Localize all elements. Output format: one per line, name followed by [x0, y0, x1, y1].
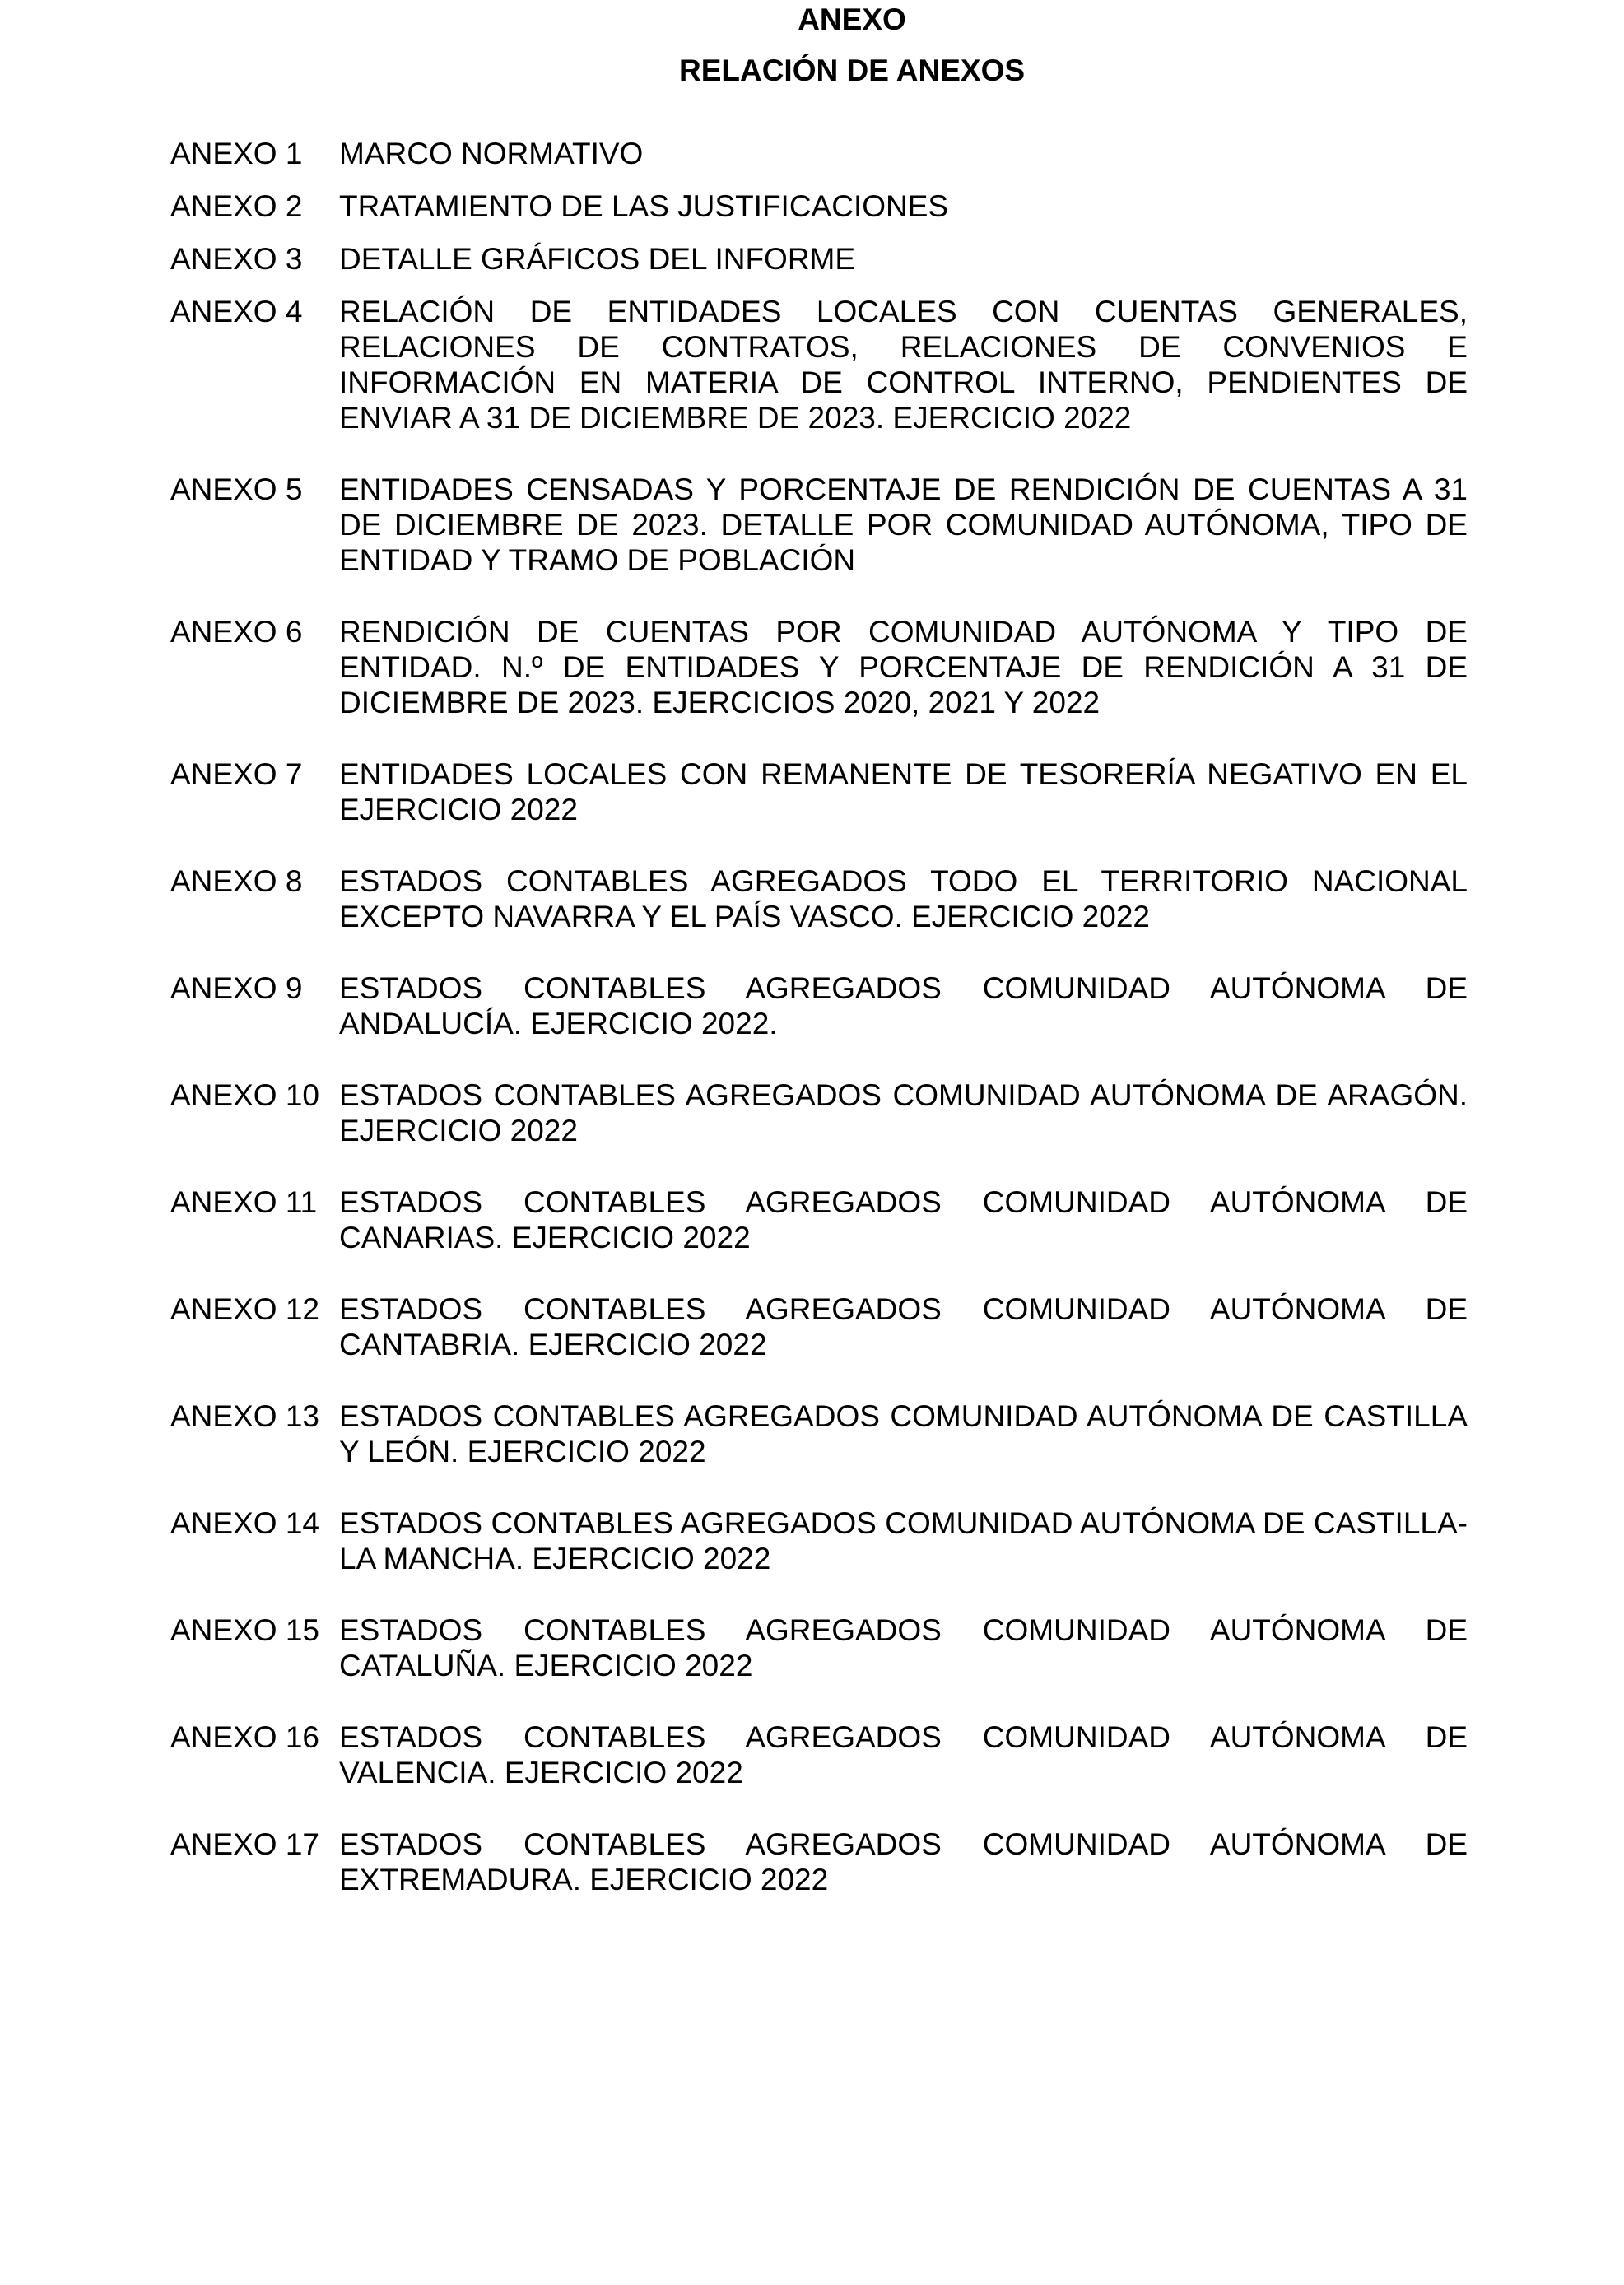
annex-item: [170, 1291, 1471, 1362]
annex-number: ANEXO 10: [170, 1078, 319, 1112]
annex-title: ESTADOS CONTABLES AGREGADOS COMUNIDAD AUTÓNOMA DE CASTILLA Y LEÓN. EJERCICIO 2022: [339, 1399, 1468, 1468]
annex-item: [170, 1077, 1471, 1148]
annex-number: ANEXO 3: [170, 242, 303, 276]
annex-title: RENDICIÓN DE CUENTAS POR COMUNIDAD AUTÓNOMA Y TIPO DE ENTIDAD. N.º DE ENTIDADES Y PORCENTAJE DE RENDICIÓN A 31 DE DICIEMBRE DE 2023. EJERCICIOS 2020, 2021 Y 2022: [339, 615, 1468, 719]
annex-item: [170, 863, 1471, 934]
annex-number: ANEXO 8: [170, 864, 303, 898]
annex-number: ANEXO 5: [170, 472, 303, 506]
page-subtitle: RELACIÓN DE ANEXOS: [678, 54, 1026, 87]
annex-number: ANEXO 9: [170, 971, 303, 1005]
annex-title: MARCO NORMATIVO: [339, 137, 644, 170]
annex-title: ESTADOS CONTABLES AGREGADOS COMUNIDAD AUTÓNOMA DE CATALUÑA. EJERCICIO 2022: [339, 1613, 1468, 1682]
annex-item: [170, 614, 1471, 720]
annex-number: ANEXO 11: [170, 1185, 318, 1219]
annex-number: ANEXO 16: [170, 1720, 319, 1754]
annex-item: [170, 136, 1471, 171]
annex-title: ENTIDADES CENSADAS Y PORCENTAJE DE RENDICIÓN DE CUENTAS A 31 DE DICIEMBRE DE 2023. DETALLE POR COMUNIDAD AUTÓNOMA, TIPO DE ENTIDAD Y TRAMO DE POBLACIÓN: [339, 472, 1468, 577]
annex-number: ANEXO 15: [170, 1613, 319, 1647]
annex-number: ANEXO 14: [170, 1506, 319, 1540]
annex-list: [170, 136, 1471, 1934]
annex-item: [170, 1398, 1471, 1469]
annex-item: [170, 756, 1471, 827]
annex-item: [170, 472, 1471, 578]
annex-item: [170, 1184, 1471, 1255]
annex-item: [170, 1613, 1471, 1683]
annex-number: ANEXO 2: [170, 189, 303, 223]
annex-title: ESTADOS CONTABLES AGREGADOS COMUNIDAD AUTÓNOMA DE CANARIAS. EJERCICIO 2022: [339, 1185, 1468, 1254]
annex-title: ESTADOS CONTABLES AGREGADOS COMUNIDAD AUTÓNOMA DE VALENCIA. EJERCICIO 2022: [339, 1720, 1468, 1789]
annex-title: ENTIDADES LOCALES CON REMANENTE DE TESORERÍA NEGATIVO EN EL EJERCICIO 2022: [339, 757, 1468, 826]
annex-item: [170, 1505, 1471, 1576]
annex-number: ANEXO 17: [170, 1827, 319, 1861]
annex-item: [170, 970, 1471, 1041]
annex-item: [170, 294, 1471, 435]
annex-number: ANEXO 6: [170, 615, 303, 649]
annex-title: ESTADOS CONTABLES AGREGADOS COMUNIDAD AUTÓNOMA DE ANDALUCÍA. EJERCICIO 2022.: [339, 971, 1468, 1040]
annex-title: ESTADOS CONTABLES AGREGADOS COMUNIDAD AUTÓNOMA DE CASTILLA-LA MANCHA. EJERCICIO 2022: [339, 1506, 1468, 1575]
annex-number: ANEXO 13: [170, 1399, 319, 1433]
annex-title: TRATAMIENTO DE LAS JUSTIFICACIONES: [339, 189, 949, 223]
annex-title: ESTADOS CONTABLES AGREGADOS COMUNIDAD AUTÓNOMA DE ARAGÓN. EJERCICIO 2022: [339, 1078, 1468, 1147]
annex-item: [170, 241, 1471, 277]
annex-item: [170, 188, 1471, 224]
annex-title: ESTADOS CONTABLES AGREGADOS TODO EL TERRITORIO NACIONAL EXCEPTO NAVARRA Y EL PAÍS VASCO. EJERCICIO 2022: [339, 864, 1468, 933]
annex-number: ANEXO 4: [170, 295, 303, 328]
page-title: ANEXO: [798, 2, 906, 36]
annex-number: ANEXO 1: [170, 137, 303, 170]
annex-title: RELACIÓN DE ENTIDADES LOCALES CON CUENTAS GENERALES, RELACIONES DE CONTRATOS, RELACIONES DE CONVENIOS E INFORMACIÓN EN MATERIA DE CONTROL INTERNO, PENDIENTES DE ENVIAR A 31 DE DICIEMBRE DE 2023. EJERCICIO 2022: [339, 295, 1468, 435]
annex-title: ESTADOS CONTABLES AGREGADOS COMUNIDAD AUTÓNOMA DE CANTABRIA. EJERCICIO 2022: [339, 1292, 1468, 1361]
annex-number: ANEXO 7: [170, 757, 303, 791]
annex-title: ESTADOS CONTABLES AGREGADOS COMUNIDAD AUTÓNOMA DE EXTREMADURA. EJERCICIO 2022: [339, 1827, 1468, 1896]
annex-item: [170, 1827, 1471, 1897]
annex-number: ANEXO 12: [170, 1292, 319, 1326]
annex-title: DETALLE GRÁFICOS DEL INFORME: [339, 242, 856, 276]
annex-item: [170, 1720, 1471, 1790]
